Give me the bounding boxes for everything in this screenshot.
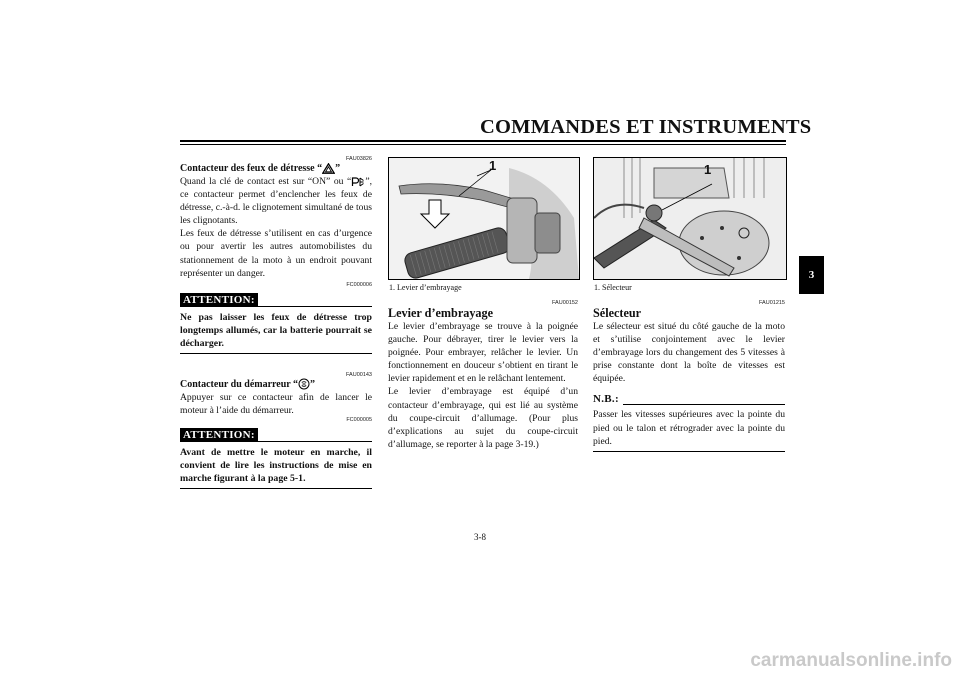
shift-pedal-illustration <box>594 158 786 279</box>
page-title: COMMANDES ET INSTRUMENTS <box>480 116 812 138</box>
column-1 <box>180 156 372 489</box>
divider <box>593 451 785 452</box>
chapter-tab: 3 <box>799 256 824 294</box>
clutch-lever-illustration <box>389 158 579 279</box>
header-rule-thin <box>180 144 786 145</box>
parking-icon <box>351 177 365 187</box>
watermark: carmanualsonline.info <box>750 650 952 671</box>
shift-pedal-photo <box>593 157 787 280</box>
divider <box>180 353 372 354</box>
attention-text-1: Ne pas laisser les feux de détresse trop longtemps allumés, car la batterie pourrait se décharger. <box>180 311 372 349</box>
attention-box-1 <box>180 293 372 307</box>
reference-code: FAU00143 <box>346 371 372 378</box>
clutch-lever-photo <box>388 157 580 280</box>
clutch-paragraph-2: Le levier d’embrayage est équipé d’un contacteur d’embrayage, qui est lié au système du coupe-circuit d’allumage. (Pour plus d’explications au sujet du coupe-circuit d’allumage, se reporter à la page 3-19.) <box>388 386 578 450</box>
attention-label: ATTENTION: <box>180 293 258 307</box>
reference-code: FAU03826 <box>346 156 372 162</box>
column-3 <box>593 300 785 452</box>
nb-box <box>593 393 785 405</box>
divider <box>258 306 372 307</box>
shift-pedal-heading: Sélecteur <box>593 306 642 320</box>
reference-code: FC000005 <box>346 416 372 423</box>
callout-number: 1 <box>704 162 712 177</box>
clutch-lever-heading: Levier d’embrayage <box>388 306 494 320</box>
reference-code: FAU01215 <box>759 300 785 306</box>
starter-switch-heading: Contacteur du démarreur “ ” <box>180 378 316 390</box>
hazard-triangle-icon <box>322 163 335 174</box>
attention-label: ATTENTION: <box>180 428 258 442</box>
nb-text: Passer les vitesses supérieures avec la pointe du pied ou le talon et rétrograder avec la pointe du pied. <box>593 409 785 447</box>
callout-number: 1 <box>489 158 497 173</box>
figure-caption: 1. Levier d’embrayage <box>389 283 462 292</box>
header-rule <box>180 140 786 142</box>
divider <box>258 441 372 442</box>
page-number: 3-8 <box>474 532 486 542</box>
shift-paragraph-1: Le sélecteur est situé du côté gauche de la moto et s’utilise conjointement avec le levier d’embrayage lors du changement des 5 vitesses à prise constante dont la boîte de vitesses est équipée. <box>593 321 785 385</box>
divider <box>180 488 372 489</box>
reference-code: FAU00152 <box>552 300 578 306</box>
hazard-switch-heading: Contacteur des feux de détresse “ ” <box>180 163 341 174</box>
starter-icon <box>298 378 310 390</box>
hazard-paragraph-1: Quand la clé de contact est sur “ON” ou “ ”, ce contacteur permet d’enclencher les feux de détresse, c.-à-d. le clignotement simultané de tous les clignotants. <box>180 176 372 227</box>
hazard-paragraph-2: Les feux de détresse s’utilisent en cas d’urgence ou pour avertir les autres automobilistes du stationnement de la moto à un endroit pouvant représenter un danger. <box>180 228 372 279</box>
starter-paragraph: Appuyer sur ce contacteur afin de lancer le moteur à l’aide du démarreur. <box>180 391 372 416</box>
attention-box-2 <box>180 428 372 442</box>
attention-text-2: Avant de mettre le moteur en marche, il convient de lire les instructions de mise en marche figurant à la page 5-1. <box>180 446 372 484</box>
clutch-paragraph-1: Le levier d’embrayage se trouve à la poignée gauche. Pour débrayer, tirer le levier vers la poignée. Pour embrayer, relâcher le levier. Un fonctionnement en douceur s’obtient en tirant le levier rapidement et en le relâchant lentement. <box>388 321 578 385</box>
nb-label: N.B.: <box>593 393 619 406</box>
reference-code: FC000006 <box>346 281 372 288</box>
figure-caption: 1. Sélecteur <box>594 283 632 292</box>
column-2 <box>388 300 578 451</box>
divider <box>623 404 785 405</box>
